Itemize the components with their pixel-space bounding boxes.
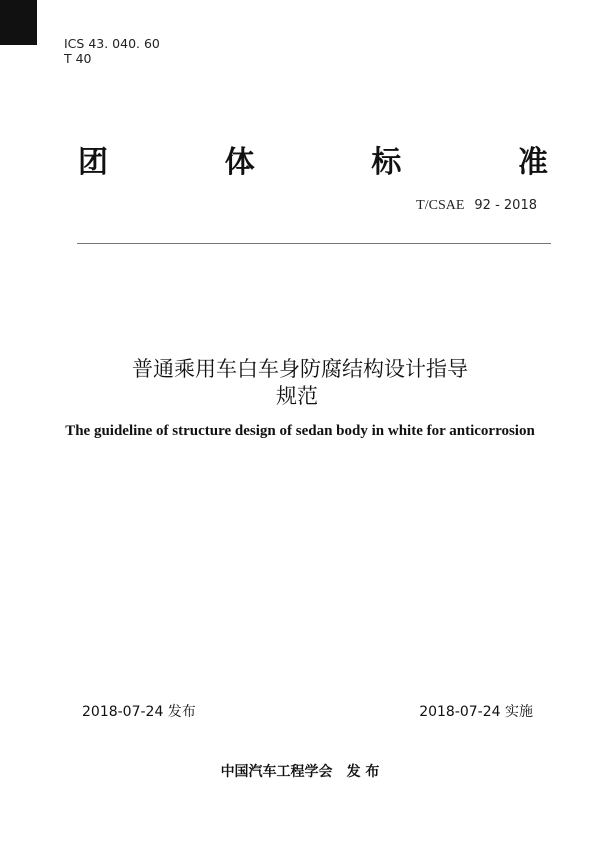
standard-number-value: 92 - 2018: [474, 198, 537, 213]
implement-date: 2018-07-24 实施: [419, 704, 533, 720]
title-english: The guideline of structure design of sedan body in white for anticorrosion: [65, 423, 535, 439]
publish-date: 2018-07-24 发布: [82, 704, 196, 720]
standard-type-char: 体: [224, 145, 255, 180]
standard-type-char: 团: [78, 145, 108, 180]
corner-black-mark: [0, 0, 37, 45]
publisher-action: 发 布: [346, 764, 380, 780]
publisher: [0, 763, 600, 781]
standard-type-char: 准: [517, 145, 548, 180]
standard-number: [416, 198, 537, 214]
title-chinese-line1: 普通乘用车白车身防腐结构设计指导: [132, 357, 468, 381]
ics-classification: ICS 43. 040. 60: [64, 36, 160, 51]
standard-number-prefix: T/CSAE: [416, 198, 465, 213]
publisher-name: 中国汽车工程学会: [220, 764, 333, 780]
standard-type-heading: [78, 143, 548, 183]
standard-type-char: 标: [371, 145, 402, 180]
ccs-code: T 40: [64, 51, 92, 66]
header-divider: [77, 243, 551, 244]
title-chinese-line2: 规范: [276, 384, 318, 408]
